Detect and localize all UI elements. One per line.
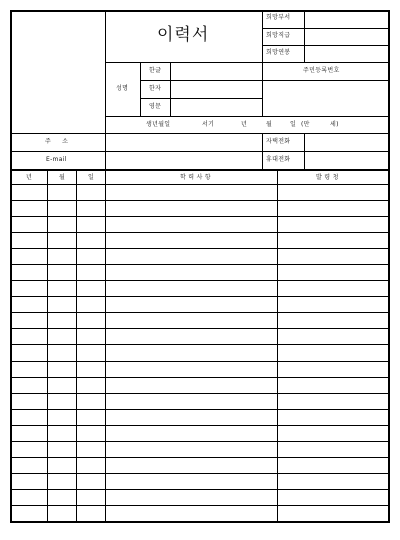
- birth-row-bottom-line: [10, 133, 389, 134]
- history-header-bottom-line: [10, 184, 389, 185]
- history-col-day: 일: [88, 174, 95, 181]
- email-label: E-mail: [46, 156, 67, 163]
- mobile-phone-label: 휴대전화: [266, 156, 291, 163]
- history-row-line: [10, 232, 389, 233]
- address-label: 주 소: [45, 138, 69, 145]
- divider-col-year: [47, 170, 48, 522]
- history-row-line: [10, 280, 389, 281]
- home-phone-label: 자택전화: [266, 138, 291, 145]
- history-row-line: [10, 393, 389, 394]
- name-block-bottom-line: [105, 116, 389, 117]
- title-bottom-line: [105, 62, 389, 63]
- name-row-1-line: [140, 80, 262, 81]
- history-col-items: 학 력 사 항: [180, 174, 212, 181]
- history-col-month: 월: [59, 174, 66, 181]
- divider-col-day: [105, 170, 106, 522]
- border-right: [388, 10, 390, 523]
- history-row-line: [10, 248, 389, 249]
- history-row-line: [10, 344, 389, 345]
- divider-hope-left: [262, 10, 263, 117]
- divider-col-month: [76, 170, 77, 522]
- divider-name-label: [140, 62, 141, 117]
- history-row-line: [10, 457, 389, 458]
- divider-name-values: [170, 62, 171, 117]
- history-row-line: [10, 489, 389, 490]
- divider-phone-values: [304, 133, 305, 171]
- divider-phone-left: [262, 133, 263, 171]
- birth-age-open: (만: [301, 121, 310, 128]
- birth-day-unit: 일: [290, 121, 297, 128]
- birth-era: 서기: [202, 121, 215, 128]
- hope-position-label: 희망직급: [266, 32, 291, 39]
- birth-month-unit: 월: [266, 121, 273, 128]
- divider-photo-right: [105, 10, 106, 171]
- name-row-2-line: [140, 98, 262, 99]
- page-title: 이력서: [157, 25, 210, 45]
- history-row-line: [10, 473, 389, 474]
- name-label: 성명: [116, 85, 129, 92]
- history-row-line: [10, 200, 389, 201]
- border-top: [10, 10, 390, 12]
- hope-row-2-line: [262, 45, 389, 46]
- history-row-line: [10, 377, 389, 378]
- name-hanja-label: 한자: [149, 85, 162, 92]
- border-bottom: [10, 521, 390, 523]
- resident-number-label: 주민등록번호: [303, 67, 340, 74]
- border-left: [10, 10, 12, 523]
- history-col-issuer: 발 령 청: [316, 174, 339, 181]
- history-row-line: [10, 425, 389, 426]
- history-col-year: 년: [26, 174, 33, 181]
- history-row-line: [10, 441, 389, 442]
- history-row-line: [10, 264, 389, 265]
- history-row-line: [10, 216, 389, 217]
- history-row-line: [10, 328, 389, 329]
- name-korean-label: 한글: [149, 67, 162, 74]
- history-row-line: [10, 296, 389, 297]
- hope-row-1-line: [262, 28, 389, 29]
- birth-label: 생년월일: [146, 121, 171, 128]
- birth-age-close: 세): [330, 121, 339, 128]
- history-row-line: [10, 409, 389, 410]
- resident-label-line: [262, 80, 389, 81]
- divider-col-items: [277, 170, 278, 522]
- history-top-line: [10, 169, 390, 171]
- name-english-label: 영문: [149, 103, 162, 110]
- history-row-line: [10, 361, 389, 362]
- divider-hope-values: [304, 10, 305, 62]
- address-row-bottom-line: [10, 151, 389, 152]
- hope-dept-label: 희망부서: [266, 14, 291, 21]
- birth-year-unit: 년: [241, 121, 248, 128]
- hope-salary-label: 희망연봉: [266, 49, 291, 56]
- history-row-line: [10, 505, 389, 506]
- history-row-line: [10, 312, 389, 313]
